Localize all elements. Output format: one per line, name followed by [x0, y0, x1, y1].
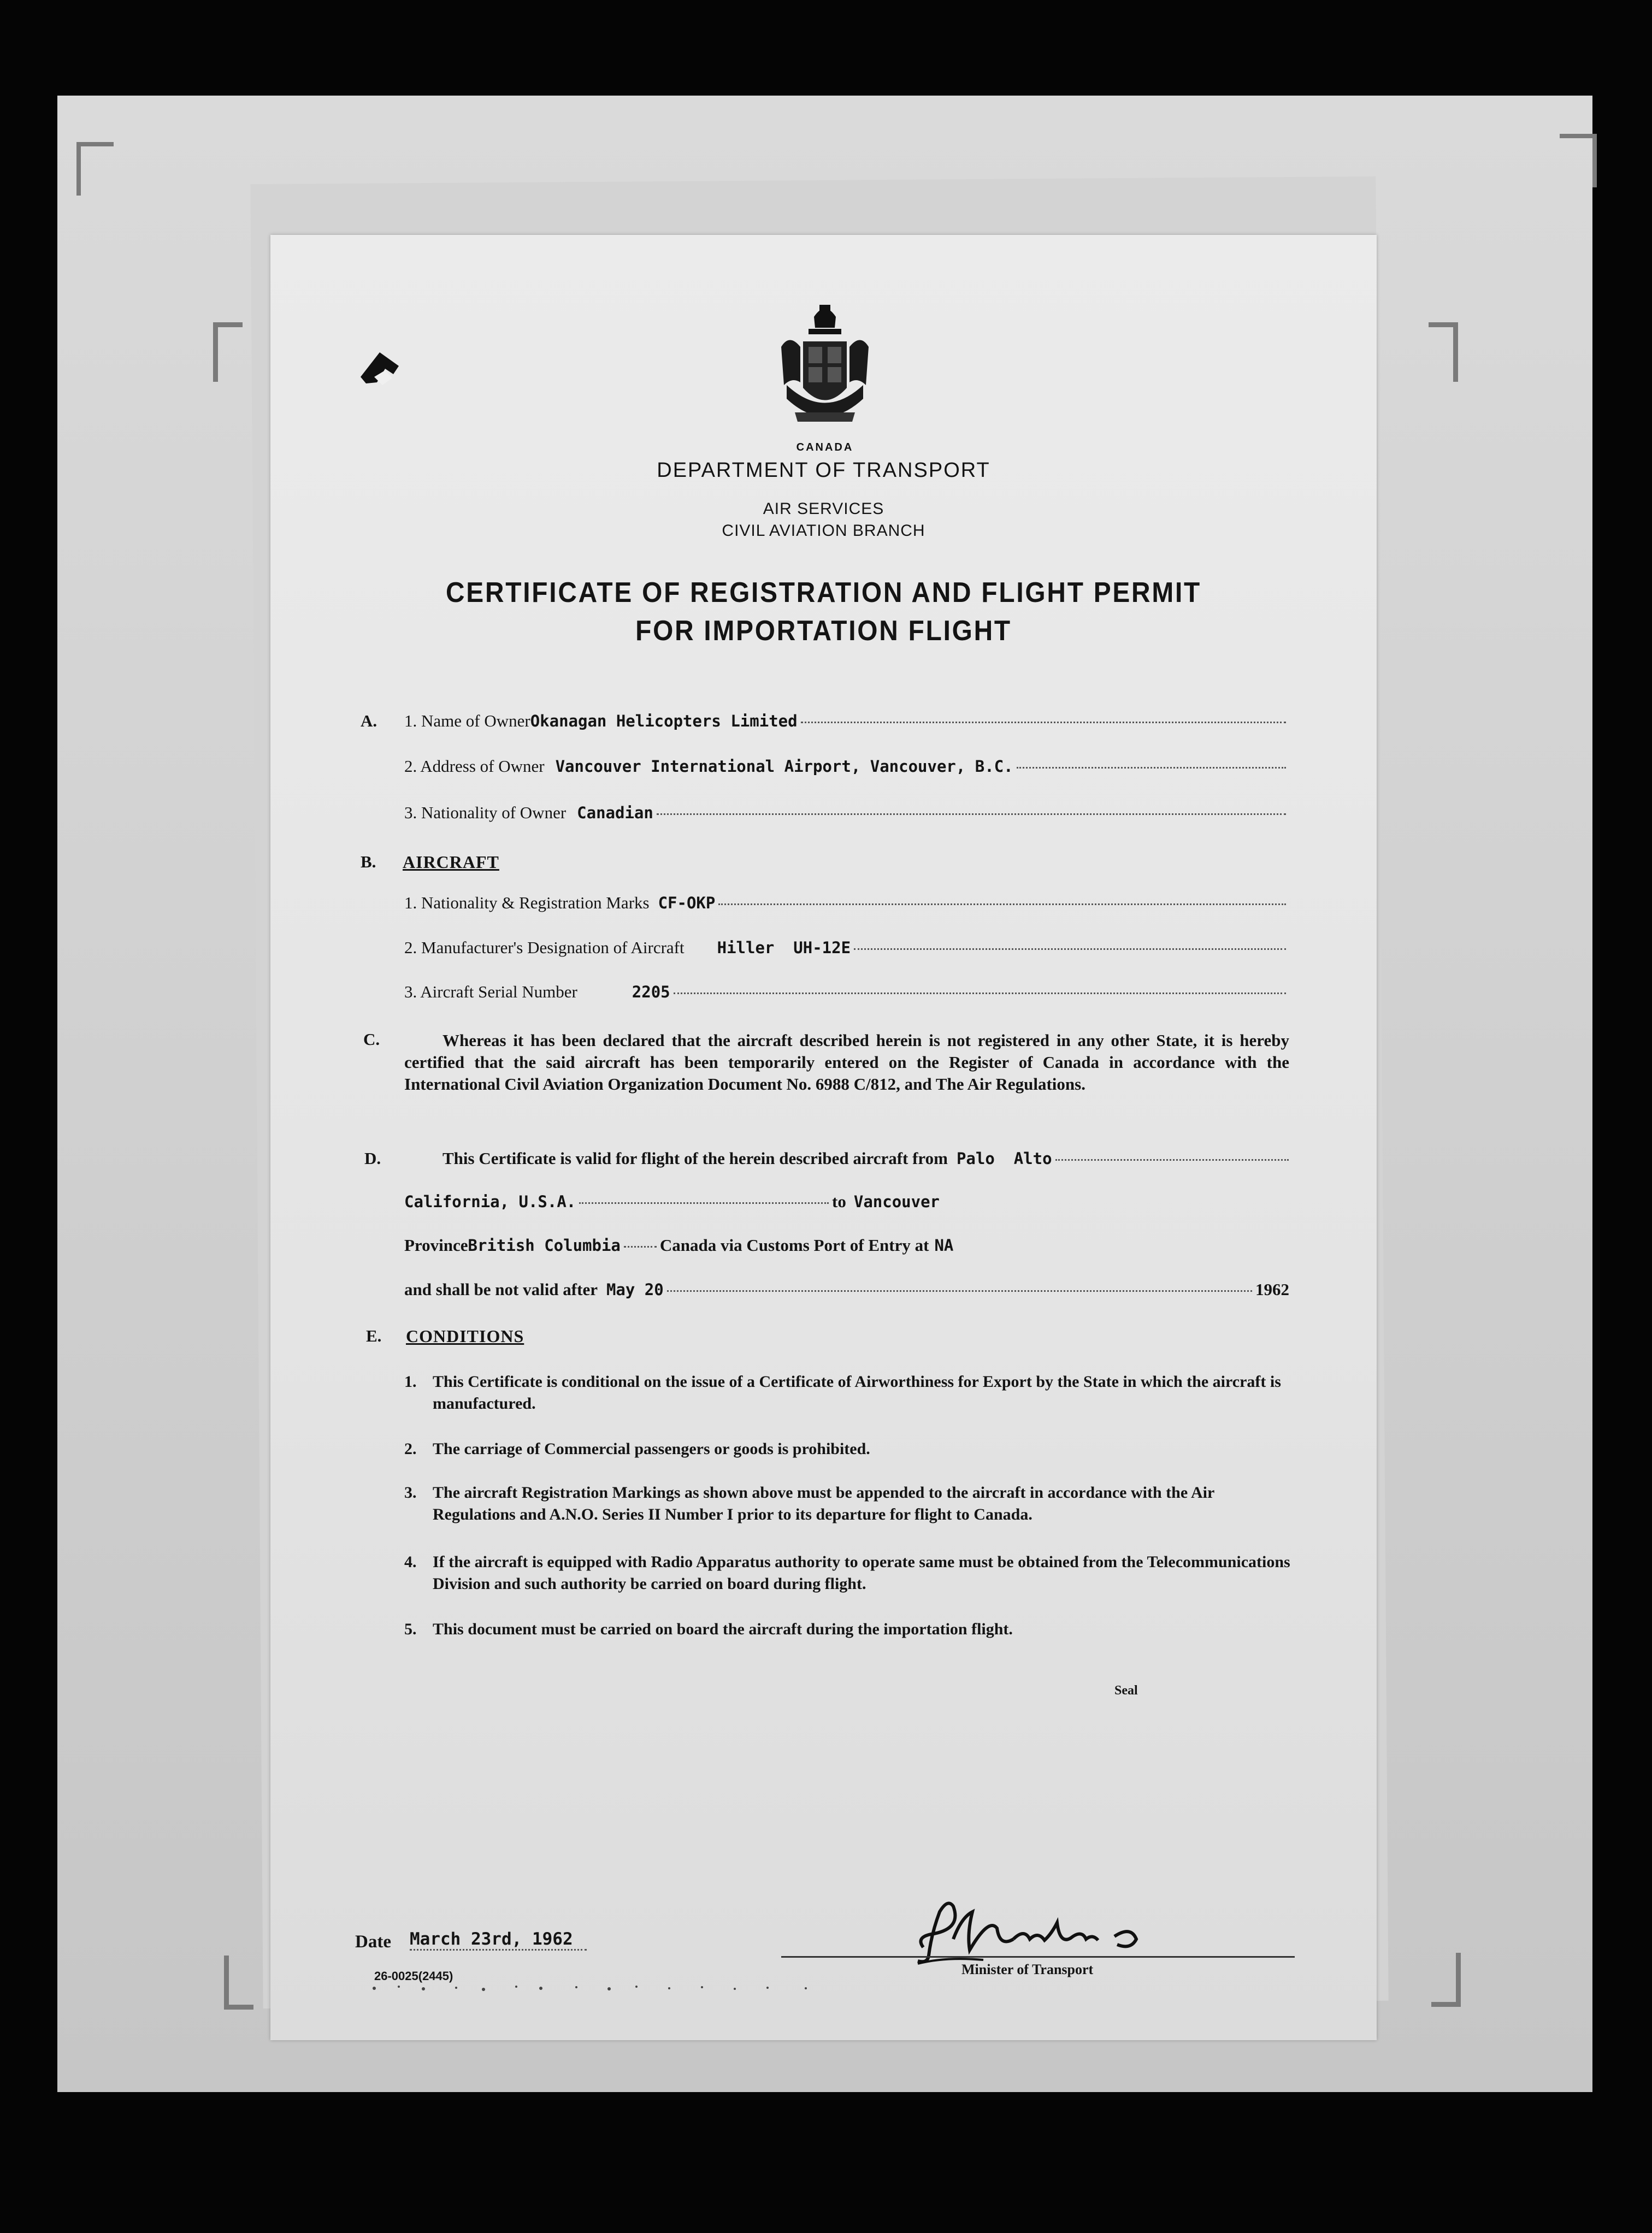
issue-date-value: March 23rd, 1962	[410, 1929, 587, 1951]
aircraft-heading: AIRCRAFT	[403, 852, 499, 872]
section-c-letter: C.	[363, 1030, 380, 1049]
section-a-letter: A.	[361, 711, 377, 730]
crop-mark	[1560, 134, 1597, 187]
crop-mark	[1431, 1953, 1461, 2007]
owner-nationality-field	[404, 803, 1289, 823]
minister-signature	[901, 1895, 1207, 1972]
expiry-date-value: May 20	[606, 1280, 664, 1299]
expiry-label: and shall be not valid after	[404, 1280, 598, 1299]
designation-value: Hiller UH-12E	[717, 938, 851, 957]
condition-item	[404, 1371, 1292, 1415]
owner-name-field	[404, 711, 1289, 731]
crest-caption: CANADA	[796, 441, 854, 453]
owner-nationality-label: 3. Nationality of Owner	[404, 803, 567, 822]
crop-mark	[1429, 322, 1458, 382]
owner-address-field	[404, 757, 1289, 776]
serial-field	[404, 982, 1289, 1002]
flight-from-field	[442, 1149, 1292, 1168]
document-title-line-1: CERTIFICATE OF REGISTRATION AND FLIGHT PERMIT	[445, 577, 1202, 609]
owner-name-label: 1. Name of Owner	[404, 711, 530, 730]
condition-text: This document must be carried on board the aircraft during the importation flight.	[433, 1620, 1013, 1638]
coat-of-arms-icon	[770, 295, 880, 459]
registration-label: 1. Nationality & Registration Marks	[404, 893, 650, 912]
owner-address-value: Vancouver International Airport, Vancouver, B.C.	[555, 757, 1013, 776]
from-city-value: Palo Alto	[956, 1149, 1052, 1168]
condition-item	[404, 1551, 1292, 1595]
torn-corner-mark	[355, 344, 415, 393]
service-name: AIR SERVICES	[763, 500, 884, 518]
port-of-entry-label: Canada via Customs Port of Entry at	[659, 1236, 929, 1255]
serial-label: 3. Aircraft Serial Number	[404, 982, 577, 1001]
condition-number: 1.	[404, 1373, 417, 1391]
signature-line	[781, 1956, 1295, 1958]
serial-value: 2205	[632, 983, 670, 1001]
condition-item	[404, 1438, 1292, 1460]
seal-label: Seal	[1114, 1683, 1138, 1698]
section-d-letter: D.	[364, 1149, 381, 1168]
province-entry-field	[404, 1236, 1052, 1255]
owner-nationality-value: Canadian	[577, 804, 653, 822]
condition-item	[404, 1482, 1292, 1526]
condition-number: 5.	[404, 1620, 417, 1638]
province-value: British Columbia	[468, 1236, 621, 1255]
from-state-to-field	[404, 1192, 940, 1212]
expiry-year-value: 1962	[1255, 1280, 1289, 1299]
condition-number: 3.	[404, 1484, 417, 1502]
condition-text: The aircraft Registration Markings as shown above must be appended to the aircraft in accordance with the Air Regulations and A.N.O. Series II Number I prior to its departure for flight to Canada.	[433, 1484, 1214, 1523]
registration-value: CF-OKP	[658, 894, 716, 912]
owner-name-value: Okanagan Helicopters Limited	[530, 712, 798, 730]
signatory-title: Minister of Transport	[961, 1962, 1094, 1977]
condition-text: This Certificate is conditional on the issue of a Certificate of Airworthiness for Export by the State in which the aircraft is manufactured.	[433, 1373, 1281, 1413]
province-label: Province	[404, 1236, 468, 1255]
condition-number: 4.	[404, 1553, 417, 1571]
crop-mark	[224, 1956, 253, 2010]
certificate-page	[270, 235, 1377, 2040]
form-number: 26-0025(2445)	[374, 1969, 453, 1983]
to-label: to	[832, 1192, 846, 1211]
crop-mark	[213, 322, 243, 382]
designation-field	[404, 938, 1289, 958]
department-name: DEPARTMENT OF TRANSPORT	[657, 459, 990, 482]
validity-label: This Certificate is valid for flight of the herein described aircraft from	[442, 1149, 948, 1168]
branch-name: CIVIL AVIATION BRANCH	[722, 522, 925, 540]
port-of-entry-value: NA	[934, 1236, 954, 1255]
condition-text: If the aircraft is equipped with Radio Apparatus authority to operate same must be obtained from the Telecommunications Division and such authority be carried on board during flight.	[433, 1553, 1290, 1593]
document-title-line-2: FOR IMPORTATION FLIGHT	[635, 615, 1012, 647]
paper-specks	[352, 1980, 844, 1996]
registration-field	[404, 893, 1289, 913]
section-e-letter: E.	[366, 1326, 382, 1345]
owner-address-label: 2. Address of Owner	[404, 757, 545, 776]
designation-label: 2. Manufacturer's Designation of Aircraft	[404, 938, 685, 957]
crop-mark	[76, 142, 114, 196]
date-label: Date	[355, 1932, 391, 1952]
condition-item	[404, 1618, 1292, 1640]
section-c-declaration: Whereas it has been declared that the aircraft described herein is not registered in any other State, it is hereby certified that the said aircraft has been temporarily entered on the Register of Canada in accordance with the International Civil Aviation Organization Document No. 6988 C/812, and The Air Regulations.	[404, 1031, 1289, 1094]
expiry-field	[404, 1280, 1289, 1299]
condition-number: 2.	[404, 1440, 417, 1458]
condition-text: The carriage of Commercial passengers or goods is prohibited.	[433, 1440, 870, 1458]
section-b-letter: B.	[361, 852, 376, 871]
from-state-value: California, U.S.A.	[404, 1192, 576, 1211]
to-city-value: Vancouver	[853, 1192, 940, 1211]
conditions-heading: CONDITIONS	[406, 1326, 524, 1346]
